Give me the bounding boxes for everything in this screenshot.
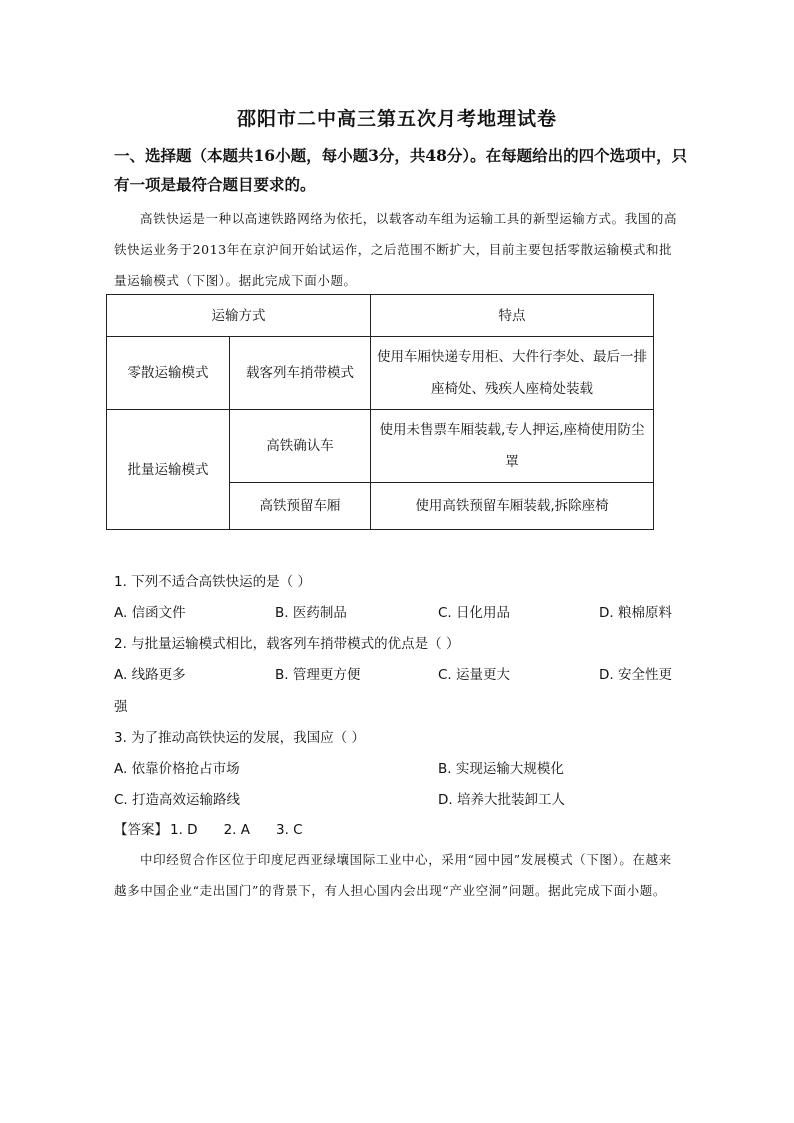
question-1-option-b: B. 医药制品 — [275, 605, 347, 621]
question-3-option-d: D. 培养大批装卸工人 — [438, 792, 565, 808]
passage-2: 中印经贸合作区位于印度尼西亚绿壤国际工业中心，采用“园中园”发展模式（下图）。在越来越多中国企业“走出国门”的背景下，有人担心国内会出现“产业空洞”问题。据此完成下面小题。 — [114, 852, 672, 898]
answer-label: 【答案】 — [114, 822, 168, 838]
passage-1: 高铁快运是一种以高速铁路网络为依托，以载客动车组为运输工具的新型运输方式。我国的高铁快运业务于2013年在京沪间开始试运作，之后范围不断扩大，目前主要包括零散运输模式和批量运输模式（下图）。据此完成下面小题。 — [114, 211, 678, 288]
table-group-bulk: 批量运输模式 — [107, 410, 230, 530]
table-feature-reserved-car: 使用高铁预留车厢装载,拆除座椅 — [371, 483, 654, 530]
table-header-mode: 运输方式 — [107, 295, 371, 337]
question-3-option-c: C. 打造高效运输路线 — [114, 792, 241, 808]
table-sub-reserved-car: 高铁预留车厢 — [230, 483, 371, 530]
question-1-option-a: A. 信函文件 — [114, 605, 186, 621]
question-2-stem: 2. 与批量运输模式相比，载客列车捎带模式的优点是（ ） — [114, 636, 460, 652]
table-feature-passenger-carry: 使用车厢快递专用柜、大件行李处、最后一排座椅处、残疾人座椅处装载 — [371, 337, 654, 410]
page-title: 邵阳市二中高三第五次月考地理试卷 — [236, 108, 557, 130]
section-heading: 一、选择题（本题共16小题，每小题3分，共48分）。在每题给出的四个选项中，只有一项是最符合题目要求的。 — [114, 146, 688, 194]
question-2-option-d-wrap: 强 — [114, 699, 128, 715]
question-2-option-c: C. 运量更大 — [438, 667, 511, 683]
question-3-option-a: A. 依靠价格抢占市场 — [114, 761, 240, 777]
answer-line — [114, 818, 329, 838]
table-feature-confirm-train: 使用未售票车厢装载,专人押运,座椅使用防尘罩 — [371, 410, 654, 483]
answer-3: 3. C — [276, 822, 303, 838]
table-sub-passenger-carry: 载客列车捎带模式 — [230, 337, 371, 410]
transport-mode-table — [106, 294, 654, 530]
question-3-option-b: B. 实现运输大规模化 — [438, 761, 564, 777]
question-1-option-c: C. 日化用品 — [438, 605, 511, 621]
answer-2: 2. A — [223, 822, 250, 838]
question-2-option-b: B. 管理更方便 — [275, 667, 361, 683]
question-3-stem: 3. 为了推动高铁快运的发展，我国应（ ） — [114, 730, 365, 746]
table-header-feature: 特点 — [371, 295, 654, 337]
table-group-scattered: 零散运输模式 — [107, 337, 230, 410]
question-2-option-a: A. 线路更多 — [114, 667, 186, 683]
question-1-stem: 1. 下列不适合高铁快运的是（ ） — [114, 574, 311, 590]
table-sub-confirm-train: 高铁确认车 — [230, 410, 371, 483]
question-2-option-d: D. 安全性更 — [599, 667, 672, 683]
question-1-option-d: D. 粮棉原料 — [599, 605, 672, 621]
answer-1: 1. D — [170, 822, 198, 838]
